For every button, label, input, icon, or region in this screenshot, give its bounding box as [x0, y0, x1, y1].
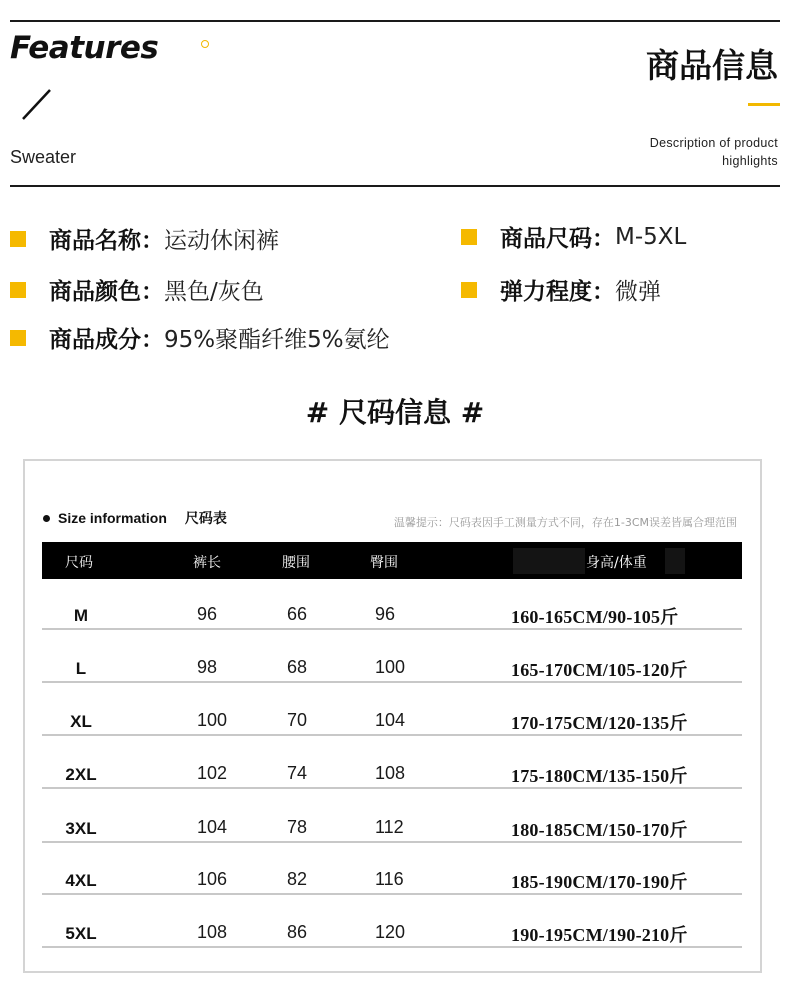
- row-waist: 86: [287, 922, 308, 942]
- row-height-weight: 180-185CM/150-170斤: [511, 820, 688, 840]
- column-header-size: 尺码: [65, 555, 93, 571]
- row-waist: 82: [287, 869, 308, 889]
- row-hip: 112: [375, 817, 404, 837]
- measurement-tip: 温馨提示：尺码表因手工测量方式不同，存在1-3CM误差皆属合理范围: [393, 516, 737, 529]
- row-divider: [42, 787, 742, 789]
- row-waist: 70: [287, 710, 308, 730]
- square-bullet-icon: [461, 282, 477, 298]
- column-header-height-weight: 身高/体重: [586, 555, 647, 571]
- row-waist: 66: [287, 604, 308, 624]
- row-hip: 108: [375, 763, 406, 783]
- row-height-weight: 190-195CM/190-210斤: [511, 925, 688, 945]
- accent-bar: [748, 103, 780, 106]
- slash-icon: [20, 88, 54, 122]
- row-waist: 68: [287, 657, 308, 677]
- attr-value: M-5XL: [615, 223, 687, 250]
- attr-value: 微弹: [615, 279, 661, 305]
- row-height-weight: 165-170CM/105-120斤: [511, 660, 688, 680]
- row-size: 5XL: [65, 924, 97, 943]
- attr-elasticity: [461, 273, 661, 306]
- attr-product-color: [10, 273, 264, 306]
- row-size: 2XL: [65, 765, 97, 784]
- size-info-cn: 尺码表: [184, 511, 227, 527]
- row-divider: [42, 734, 742, 736]
- attr-key: 商品成分：: [49, 327, 164, 353]
- square-bullet-icon: [10, 282, 26, 298]
- header-bottom-rule: [10, 185, 780, 187]
- row-divider: [42, 628, 742, 630]
- row-size: L: [75, 659, 87, 678]
- row-length: 100: [197, 710, 228, 730]
- attr-key: 商品颜色：: [49, 279, 164, 305]
- row-divider: [42, 946, 742, 948]
- row-length: 106: [197, 869, 228, 889]
- description-line: Description of product: [649, 136, 778, 150]
- row-waist: 78: [287, 817, 308, 837]
- row-size: M: [73, 606, 89, 625]
- product-subtitle: Sweater: [10, 147, 77, 167]
- features-heading: Features: [10, 30, 159, 66]
- row-waist: 74: [287, 763, 308, 783]
- description-text: [650, 134, 778, 170]
- attr-value: 95%聚酯纤维5%氨纶: [164, 327, 390, 353]
- bullet-dot-icon: [43, 515, 50, 522]
- row-length: 108: [197, 922, 228, 942]
- top-rule: [10, 20, 780, 22]
- row-size: XL: [70, 712, 92, 731]
- attr-product-size: [461, 220, 686, 253]
- attr-value: 运动休闲裤: [164, 228, 279, 254]
- attr-material: [10, 321, 390, 354]
- page-title: 商品信息: [646, 46, 778, 85]
- size-info-label: [43, 508, 227, 528]
- row-height-weight: 170-175CM/120-135斤: [511, 713, 688, 733]
- row-divider: [42, 841, 742, 843]
- attr-key: 弹力程度：: [500, 279, 615, 305]
- row-length: 96: [197, 604, 218, 624]
- row-hip: 96: [375, 604, 396, 624]
- row-height-weight: 185-190CM/170-190斤: [511, 872, 688, 892]
- size-info-en: Size information: [58, 510, 167, 526]
- column-header-length: 裤长: [193, 555, 221, 571]
- row-height-weight: 160-165CM/90-105斤: [511, 607, 679, 627]
- square-bullet-icon: [10, 330, 26, 346]
- column-header-hip: 臀围: [370, 555, 398, 571]
- attr-product-name: [10, 222, 279, 255]
- attr-value: 黑色/灰色: [164, 279, 264, 305]
- header-divider: [665, 548, 685, 574]
- description-line: highlights: [722, 154, 778, 168]
- attr-key: 商品尺码：: [500, 226, 615, 252]
- row-divider: [42, 893, 742, 895]
- row-hip: 120: [375, 922, 406, 942]
- square-bullet-icon: [10, 231, 26, 247]
- column-header-waist: 腰围: [282, 555, 310, 571]
- size-section-title: # 尺码信息 #: [305, 396, 485, 429]
- row-length: 102: [197, 763, 228, 783]
- row-hip: 104: [375, 710, 406, 730]
- row-length: 98: [197, 657, 218, 677]
- row-size: 3XL: [65, 819, 97, 838]
- row-size: 4XL: [65, 871, 97, 890]
- circle-icon: [201, 40, 209, 48]
- row-length: 104: [197, 817, 228, 837]
- row-divider: [42, 681, 742, 683]
- row-height-weight: 175-180CM/135-150斤: [511, 766, 688, 786]
- attr-key: 商品名称：: [49, 228, 164, 254]
- row-hip: 116: [375, 869, 404, 889]
- square-bullet-icon: [461, 229, 477, 245]
- row-hip: 100: [375, 657, 406, 677]
- header-divider: [513, 548, 585, 574]
